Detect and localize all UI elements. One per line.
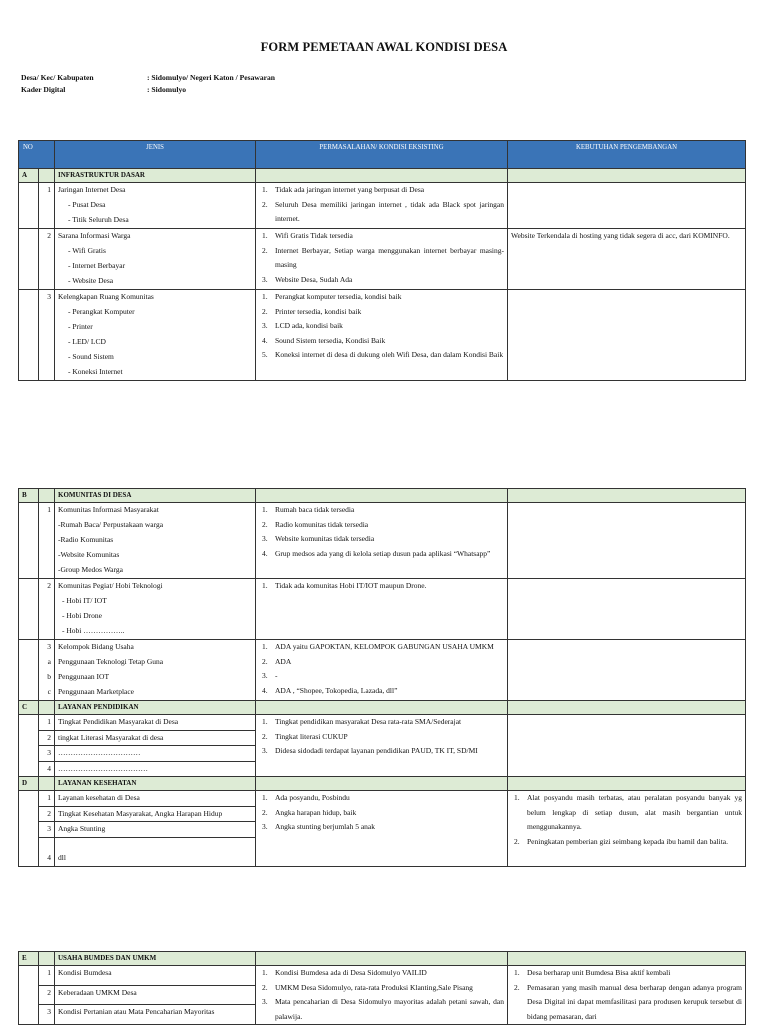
jenis-item: - Internet Berbayar: [68, 261, 126, 270]
jenis-cell: [55, 229, 256, 290]
jenis-item: Jaringan Internet Desa: [58, 185, 126, 194]
jenis-cell: Kondisi Pertanian atau Mata Pencaharian Mayoritas: [55, 1005, 256, 1025]
masalah-item: -: [275, 671, 278, 680]
kebutuhan-item: Alat posyandu masih terbatas, atau peralatan posyandu banyak yg belum lengkap di setiap dusun, alat masih bergantian untuk menggunakannya.: [527, 793, 742, 831]
jenis-cell: [55, 290, 256, 381]
jenis-cell: Tingkat Pendidikan Masyarakat di Desa: [55, 715, 256, 731]
masalah-item: UMKM Desa Sidomulyo, rata-rata Produksi Klanting,Sale Pisang: [275, 982, 473, 992]
section-code: A: [19, 169, 39, 183]
masalah-cell: 1. ADA yaitu GAPOKTAN, KELOMPOK GABUNGAN USAHA UMKM 2. ADA 3. - 4. ADA , “Shopee, Tokopedia, Lazada, dll”: [256, 640, 508, 701]
header-no: NO: [19, 141, 55, 169]
meta-label: Desa/ Kec/ Kabupaten: [21, 73, 94, 82]
kebutuhan-item: Desa berharap unit Bumdesa Bisa aktif kembali: [527, 968, 671, 977]
row-number: 4: [39, 837, 55, 866]
masalah-item: Ada posyandu, Posbindu: [275, 793, 350, 802]
row-number: 2: [39, 579, 55, 640]
table-header: [19, 141, 746, 169]
jenis-item: Komunitas Informasi Masyarakat: [58, 505, 159, 514]
masalah-cell: 1. Tingkat pendidikan masyarakat Desa rata-rata SMA/Sederajat 2. Tingkat literasi CUKUP 3. Didesa sidodadi terdapat layanan pendidikan PAUD, TK IT, SD/MI: [256, 715, 508, 777]
form-title: FORM PEMETAAN AWAL KONDISI DESA: [260, 40, 508, 54]
masalah-item: Printer tersedia, kondisi baik: [275, 306, 362, 316]
kebutuhan-cell: [508, 290, 746, 381]
section-code: E: [19, 952, 39, 966]
row-number: 3: [47, 642, 51, 651]
jenis-item: -Website Komunitas: [58, 550, 120, 559]
table-row: [19, 966, 746, 986]
masalah-cell: 1. Perangkat komputer tersedia, kondisi baik 2. Printer tersedia, kondisi baik 3. LCD ada, kondisi baik 4. Sound Sistem tersedia, Kondisi Baik 5. Koneksi internet di desa di dukung oleh Wifi Desa, dan dalam Kondisi Baik: [256, 290, 508, 381]
table-row: [19, 503, 746, 579]
row-number: 4: [39, 761, 55, 777]
row-number: a: [47, 657, 51, 666]
table-row: [19, 715, 746, 731]
masalah-cell: 1. Wifi Gratis Tidak tersedia 2. Internet Berbayar, Setiap warga menggunakan internet berbayar masing-masing 3. Website Desa, Sudah Ada: [256, 229, 508, 290]
masalah-item: Tingkat pendidikan masyarakat Desa rata-rata SMA/Sederajat: [275, 717, 462, 726]
jenis-cell: [55, 579, 256, 640]
row-number: 1: [39, 503, 55, 579]
header-permasalahan: PERMASALAHAN/ KONDISI EKSISTING: [256, 141, 508, 169]
jenis-item: Kelompok Bidang Usaha: [58, 642, 134, 651]
jenis-item: - Wifi Gratis: [68, 246, 106, 255]
table-infrastruktur: [18, 140, 746, 381]
masalah-cell: 1. Ada posyandu, Posbindu 2. Angka harapan hidup, baik 3. Angka stunting berjumlah 5 anak: [256, 791, 508, 867]
masalah-item: Angka harapan hidup, baik: [275, 807, 357, 817]
masalah-cell: 1. Tidak ada jaringan internet yang berpusat di Desa 2. Seluruh Desa memiliki jaringan internet , tidak ada Black spot jaringan internet.: [256, 183, 508, 229]
table-row: [19, 229, 746, 290]
jenis-cell: ……………………………: [55, 746, 256, 762]
masalah-item: Kondisi Bumdesa ada di Desa Sidomulyo VAILID: [275, 968, 427, 977]
kebutuhan-cell: [508, 183, 746, 229]
row-number: 1: [39, 966, 55, 986]
masalah-item: Grup medsos ada yang di kelola setiap dusun pada aplikasi “Whatsapp”: [275, 548, 491, 558]
masalah-cell: 1. Kondisi Bumdesa ada di Desa Sidomulyo VAILID 2. UMKM Desa Sidomulyo, rata-rata Produksi Klanting,Sale Pisang 3. Mata pencaharian di Desa Sidomulyo mayoritas adalah petani sawah, dan palawija.: [256, 966, 508, 1025]
table-row: [19, 640, 746, 701]
masalah-item: ADA yaitu GAPOKTAN, KELOMPOK GABUNGAN USAHA UMKM: [275, 642, 494, 651]
masalah-item: Mata pencaharian di Desa Sidomulyo mayoritas adalah petani sawah, dan palawija.: [275, 997, 504, 1021]
row-number: 2: [39, 985, 55, 1005]
jenis-cell: Angka Stunting: [55, 822, 256, 838]
masalah-item: Koneksi internet di desa di dukung oleh Wifi Desa, dan dalam Kondisi Baik: [275, 350, 504, 359]
jenis-cell: [55, 183, 256, 229]
kebutuhan-cell: 1. Desa berharap unit Bumdesa Bisa aktif kembali 2. Pemasaran yang masih manual desa berharap dengan adanya program Desa Digital ini dapat memfasilitasi para produsen kerupuk tersebut di bidang pemasaran, dari: [508, 966, 746, 1025]
jenis-cell: Tingkat Kesehatan Masyarakat, Angka Harapan Hidup: [55, 806, 256, 822]
masalah-item: Radio komunitas tidak tersedia: [275, 519, 369, 529]
jenis-item: Penggunaan Teknologi Tetap Guna: [58, 657, 164, 666]
jenis-item: -Radio Komunitas: [58, 535, 114, 544]
kebutuhan-item: Pemasaran yang masih manual desa berharap dengan adanya program Desa Digital ini dapat memfasilitasi para produsen kerupuk tersebut di bidang pemasaran, dari: [527, 982, 742, 1021]
masalah-item: Seluruh Desa memiliki jaringan internet , tidak ada Black spot jaringan internet.: [275, 199, 505, 223]
jenis-item: - Sound Sistem: [68, 352, 114, 361]
row-number: 2: [39, 806, 55, 822]
jenis-item: - Hobi Drone: [62, 611, 102, 620]
masalah-cell: 1. Tidak ada komunitas Hobi IT/IOT maupun Drone.: [256, 579, 508, 640]
kebutuhan-item: Peningkatan pemberian gizi seimbang kepada ibu hamil dan balita.: [527, 836, 728, 846]
masalah-item: Wifi Gratis Tidak tersedia: [275, 231, 353, 240]
jenis-item: - Koneksi Internet: [68, 367, 123, 376]
section-row-e: [19, 952, 746, 966]
row-number: b: [47, 672, 51, 681]
masalah-item: Tingkat literasi CUKUP: [275, 731, 348, 741]
row-number: 2: [39, 730, 55, 746]
jenis-cell: dll: [55, 837, 256, 866]
jenis-cell: Keberadaan UMKM Desa: [55, 985, 256, 1005]
table-row: [19, 579, 746, 640]
row-number: 1: [39, 183, 55, 229]
section-title: USAHA BUMDES DAN UMKM: [55, 952, 256, 966]
section-code: B: [19, 489, 39, 503]
section-title: INFRASTRUKTUR DASAR: [55, 169, 256, 183]
jenis-cell: [55, 503, 256, 579]
masalah-item: Internet Berbayar, Setiap warga menggunakan internet berbayar masing-masing: [275, 245, 505, 269]
masalah-item: ADA , “Shopee, Tokopedia, Lazada, dll”: [275, 685, 398, 695]
masalah-item: Rumah baca tidak tersedia: [275, 505, 355, 514]
meta-value: : Sidomulyo: [147, 85, 187, 94]
row-number: 1: [39, 715, 55, 731]
masalah-item: Sound Sistem tersedia, Kondisi Baik: [275, 335, 386, 345]
section-title: LAYANAN PENDIDIKAN: [55, 701, 256, 715]
header-kebutuhan: KEBUTUHAN PENGEMBANGAN: [508, 141, 746, 169]
section-title: LAYANAN KESEHATAN: [55, 777, 256, 791]
row-number: 3: [39, 822, 55, 838]
jenis-item: -Group Medos Warga: [58, 565, 123, 574]
masalah-item: Tidak ada jaringan internet yang berpusat di Desa: [275, 185, 425, 194]
row-number: 3: [39, 1005, 55, 1025]
jenis-item: - Hobi IT/ IOT: [62, 596, 107, 605]
jenis-item: - LED/ LCD: [68, 337, 106, 346]
kebutuhan-cell: Website Terkendala di hosting yang tidak segera di acc, dari KOMINFO.: [508, 229, 746, 290]
table-usaha: [18, 951, 746, 1025]
jenis-cell: tingkat Literasi Masyarakat di desa: [55, 730, 256, 746]
meta-value: : Sidomulyo/ Negeri Katon / Pesawaran: [147, 73, 276, 82]
jenis-item: - Perangkat Komputer: [68, 307, 135, 316]
table-row: [19, 290, 746, 381]
kebutuhan-cell: 1. Alat posyandu masih terbatas, atau peralatan posyandu banyak yg belum lengkap di setiap dusun, alat masih bergantian untuk menggunakannya. 2. Peningkatan pemberian gizi seimbang kepada ibu hamil dan balita.: [508, 791, 746, 867]
section-row-b: [19, 489, 746, 503]
section-row-a: [19, 169, 746, 183]
header-jenis: JENIS: [55, 141, 256, 169]
jenis-item: - Titik Seluruh Desa: [68, 215, 129, 224]
row-number: 3: [39, 746, 55, 762]
row-number: 3: [39, 290, 55, 381]
jenis-item: Penggunaan Marketplace: [58, 687, 135, 696]
jenis-item: Penggunaan IOT: [58, 672, 110, 681]
jenis-item: - Pusat Desa: [68, 200, 106, 209]
section-code: D: [19, 777, 39, 791]
masalah-item: Website Desa, Sudah Ada: [275, 274, 353, 284]
row-number: 2: [39, 229, 55, 290]
jenis-item: Kelengkapan Ruang Komunitas: [58, 292, 154, 301]
section-row-d: [19, 777, 746, 791]
masalah-item: Didesa sidodadi terdapat layanan pendidikan PAUD, TK IT, SD/MI: [275, 746, 478, 755]
masalah-item: Angka stunting berjumlah 5 anak: [275, 822, 375, 831]
row-number: c: [47, 687, 51, 696]
jenis-item: -Rumah Baca/ Perpustakaan warga: [58, 520, 164, 529]
section-code: C: [19, 701, 39, 715]
jenis-item: - Website Desa: [68, 276, 114, 285]
section-title: KOMUNITAS DI DESA: [55, 489, 256, 503]
table-komunitas-pendidikan-kesehatan: [18, 488, 746, 867]
meta-label: Kader Digital: [21, 85, 66, 94]
jenis-item: Sarana Informasi Warga: [58, 231, 131, 240]
table-row: [19, 183, 746, 229]
masalah-item: ADA: [275, 656, 292, 666]
jenis-cell: [55, 640, 256, 701]
masalah-cell: 1. Rumah baca tidak tersedia 2. Radio komunitas tidak tersedia 3. Website komunitas tidak tersedia 4. Grup medsos ada yang di kelola setiap dusun pada aplikasi “Whatsapp”: [256, 503, 508, 579]
table-row: [19, 791, 746, 807]
masalah-item: Tidak ada komunitas Hobi IT/IOT maupun Drone.: [275, 581, 427, 590]
jenis-item: Komunitas Pegiat/ Hobi Teknologi: [58, 581, 163, 590]
jenis-item: - Printer: [68, 322, 93, 331]
jenis-cell: ………………………………: [55, 761, 256, 777]
jenis-cell: Kondisi Bumdesa: [55, 966, 256, 986]
jenis-item: - Hobi ……………..: [62, 626, 125, 635]
masalah-item: Perangkat komputer tersedia, kondisi baik: [275, 292, 402, 301]
section-row-c: [19, 701, 746, 715]
jenis-cell: Layanan kesehatan di Desa: [55, 791, 256, 807]
row-number: 1: [39, 791, 55, 807]
masalah-item: Website komunitas tidak tersedia: [275, 534, 375, 543]
masalah-item: LCD ada, kondisi baik: [275, 321, 343, 330]
